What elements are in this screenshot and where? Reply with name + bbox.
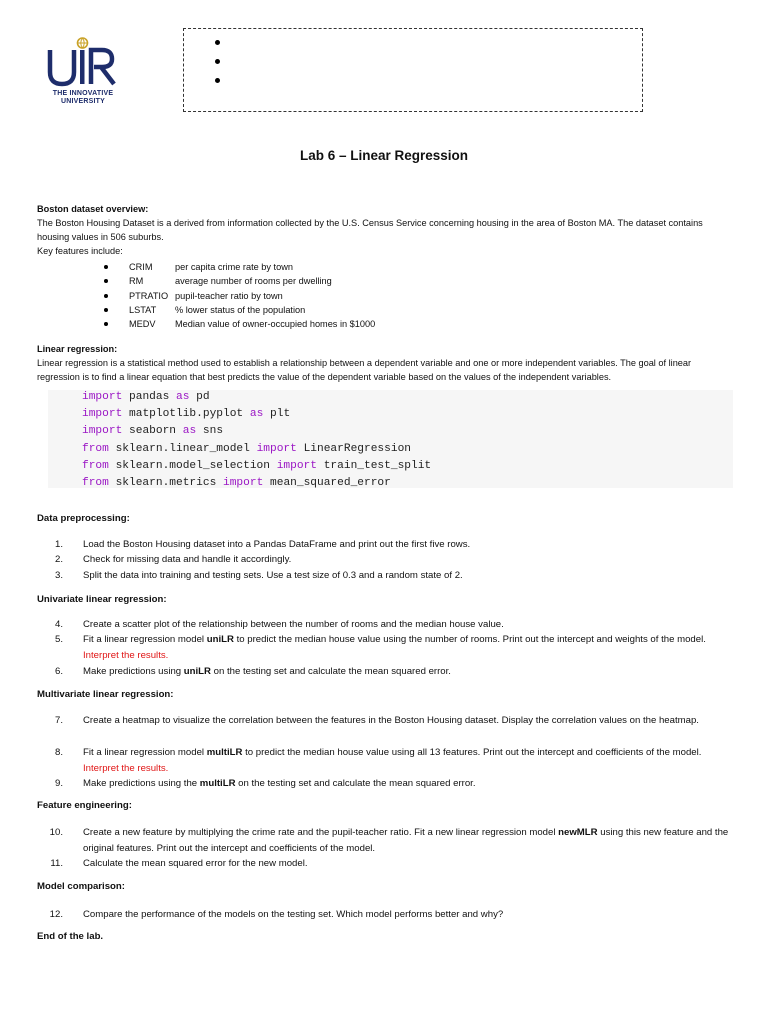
header-info-box [183,28,643,112]
task-text: Fit a linear regression model [83,634,207,645]
section-heading: Feature engineering: [37,800,132,811]
task-list [37,537,737,553]
task-number: 8. [54,747,63,758]
header-bullet [212,53,642,72]
feature-desc: pupil-teacher ratio by town [175,290,283,301]
task-text: Make predictions using the [83,778,200,789]
overview-heading: Boston dataset overview: [37,204,149,214]
task-text: on the testing set and calculate the mean squared error. [235,778,476,789]
logo-tagline: THE INNOVATIVE UNIVERSITY [52,90,114,105]
task-item [37,617,737,633]
task-list [37,617,737,633]
task-item [37,907,737,923]
feature-abbr: MEDV [129,319,156,330]
model-name: newMLR [558,827,598,838]
task-text: Compare the performance of the models on the testing set. Which model performs better and why? [83,909,504,920]
model-name: uniLR [206,634,234,645]
feature-desc: % lower status of the population [175,304,306,315]
task-item [37,856,737,872]
code-line: import seaborn as sns [82,425,224,438]
feature-abbr: PTRATIO [129,290,169,301]
bullet-icon [104,322,108,326]
task-list [37,856,737,872]
task-text: Load the Boston Housing dataset into a Pandas DataFrame and print out the first five rows. [83,539,471,550]
task-number: 12. [49,909,63,920]
task-item [37,537,737,553]
task-text: Create a scatter plot of the relationship between the number of rooms and the median house value. [83,619,504,630]
task-number: 2. [54,554,63,565]
task-list [37,907,737,923]
bullet-icon [104,308,108,312]
overview-text: The Boston Housing Dataset is a derived from information collected by the U.S. Census Service concerning housing in the area of Boston MA. The dataset contains housing values in 506 suburbs. [37,218,703,242]
task-text: Create a new feature by multiplying the crime rate and the pupil-teacher ratio. Fit a new linear regression model [83,827,559,838]
header-bullet-list [184,29,642,91]
task-text: to predict the median house value using the number of rooms. Print out the intercept and weights of the model. [233,634,706,645]
task-item [37,745,737,776]
section-heading: Multivariate linear regression: [37,689,174,700]
feature-abbr: CRIM [129,262,153,272]
code-line: from sklearn.model_selection import train_test_split [82,459,432,472]
task-number: 1. [54,539,63,550]
key-features-label: Key features include: [37,246,123,256]
task-number: 7. [54,715,63,726]
bullet-icon [104,265,108,269]
task-number: 10. [49,827,63,838]
task-list [37,632,737,663]
linreg-heading: Linear regression: [37,344,118,354]
task-item [37,825,737,856]
task-list [37,776,737,792]
model-name: multiLR [206,747,243,758]
code-line: import pandas as pd [82,391,210,403]
task-list [37,664,737,680]
task-text: Make predictions using [83,666,184,677]
section-heading: Data preprocessing: [37,513,130,524]
task-number: 5. [54,634,63,645]
task-list [37,568,737,584]
feature-desc: average number of rooms per dwelling [175,276,332,287]
task-text: Split the data into training and testing sets. Use a test size of 0.3 and a random state of 2. [83,570,463,581]
bullet-icon [104,294,108,298]
page-title: Lab 6 – Linear Regression [299,148,469,163]
interpret-note: Interpret the results. [83,649,169,661]
task-text: to predict the median house value using all 13 features. Print out the intercept and coefficients of the model. [242,747,702,758]
task-item [37,776,737,792]
linreg-text: Linear regression is a statistical method used to establish a relationship between a dependent variable and one or more independent variables. The goal of linear regression is to find a linear equation that best predicts the value of the dependent variable based on the values of the independent variables. [37,358,692,382]
model-name: uniLR [183,666,211,677]
model-name: multiLR [199,778,236,789]
feature-desc: Median value of owner-occupied homes in $1000 [175,319,376,330]
section-heading: Model comparison: [37,881,125,892]
header-bullet [212,72,642,91]
bullet-icon [104,279,108,283]
feature-abbr: RM [129,276,144,287]
interpret-note: Interpret the results. [83,762,169,774]
code-block [48,390,733,488]
task-item [37,568,737,584]
section-heading: Univariate linear regression: [37,594,167,605]
task-text: Calculate the mean squared error for the new model. [83,858,308,869]
task-number: 6. [54,666,63,677]
feature-desc: per capita crime rate by town [175,262,293,272]
end-of-lab: End of the lab. [37,931,104,942]
task-list [37,713,737,729]
task-list [37,745,737,776]
task-item [37,664,737,680]
header-bullet [212,34,642,53]
task-number: 3. [54,570,63,581]
task-text: on the testing set and calculate the mean squared error. [210,666,451,677]
task-text: Check for missing data and handle it accordingly. [83,554,292,565]
task-item [37,632,737,663]
code-line: from sklearn.metrics import mean_squared_error [82,477,391,490]
task-list [37,825,737,856]
task-text: using this new feature and the original features. Print out the intercept and coefficients of the model. [83,827,729,854]
feature-abbr: LSTAT [129,304,157,315]
code-line: import matplotlib.pyplot as plt [82,408,291,421]
task-text: Create a heatmap to visualize the correlation between the features in the Boston Housing dataset. Display the correlation values on the heatmap. [83,715,699,726]
task-number: 9. [54,778,63,789]
task-item [37,713,737,729]
task-number: 4. [54,619,63,630]
task-text: Fit a linear regression model [83,747,207,758]
task-number: 11. [50,858,63,869]
task-item [37,552,737,568]
code-line: from sklearn.linear_model import LinearRegression [82,442,411,455]
task-list [37,552,737,568]
